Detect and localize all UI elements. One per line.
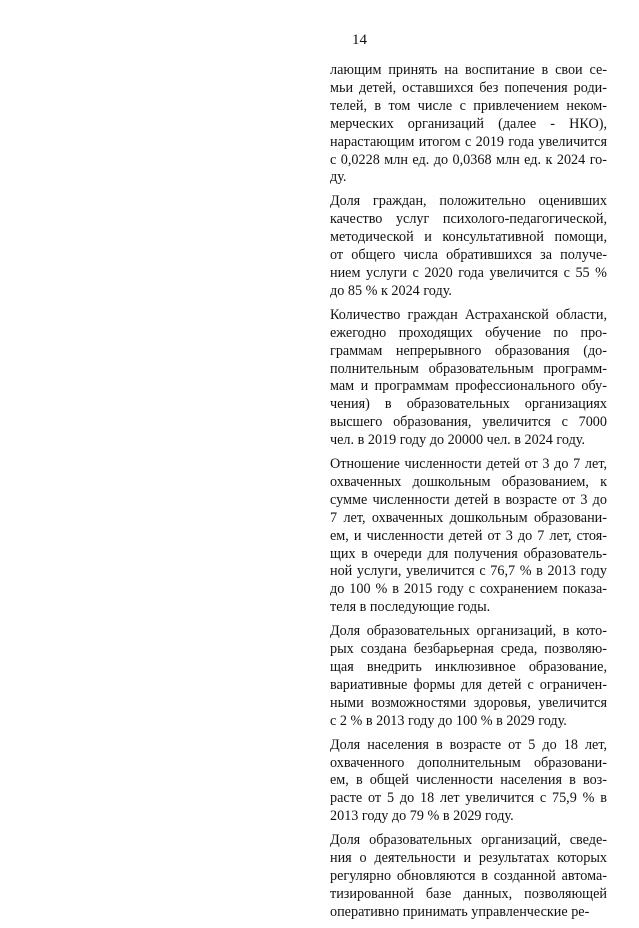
text-line: охваченных дошкольным образованием, к bbox=[330, 473, 607, 490]
text-line: ной услуги, увеличится с 76,7 % в 2013 году bbox=[330, 563, 607, 580]
text-line: ду. bbox=[330, 169, 347, 186]
text-line: щая внедрить инклюзивное образование, bbox=[330, 659, 607, 675]
text-line: теля в последующие годы. bbox=[330, 599, 491, 616]
text-line: ем, в общей численности населения в воз- bbox=[330, 772, 607, 789]
text-line: Доля населения в возрасте от 5 до 18 лет, bbox=[330, 736, 607, 753]
text-line: расте от 5 до 18 лет увеличится с 75,9 % в bbox=[330, 790, 607, 807]
text-line: чел. в 2019 году до 20000 чел. в 2024 году. bbox=[330, 432, 586, 449]
paragraph bbox=[330, 832, 607, 922]
paragraph bbox=[330, 193, 607, 300]
text-line: Количество граждан Астраханской области, bbox=[330, 306, 607, 323]
paragraph bbox=[330, 623, 607, 730]
text-line: нием услуги с 2020 года увеличится с 55 % bbox=[330, 264, 607, 281]
text-line: с 2 % в 2013 году до 100 % в 2029 году. bbox=[330, 712, 567, 729]
text-line: ежегодно проходящих обучение по про- bbox=[330, 324, 607, 341]
page-number: 14 bbox=[352, 32, 367, 48]
text-line: нарастающим итогом с 2019 года увеличится bbox=[330, 133, 607, 150]
paragraph bbox=[330, 62, 607, 187]
text-line: полнительным образовательным программ- bbox=[330, 360, 607, 377]
text-line: мьи детей, оставшихся без попечения роди- bbox=[330, 79, 607, 96]
text-line: Отношение численности детей от 3 до 7 лет, bbox=[330, 456, 607, 473]
text-line: ем, и численности детей от 3 до 7 лет, стоя- bbox=[330, 527, 607, 544]
text-line: Доля граждан, положительно оценивших bbox=[330, 193, 607, 210]
text-line: вариативные формы для детей с ограничен- bbox=[330, 676, 607, 693]
text-line: 7 лет, охваченных дошкольным образовани- bbox=[330, 509, 607, 526]
text-line: сумме численности детей в возрасте от 3 до bbox=[330, 491, 607, 508]
text-line: Доля образовательных организаций, в кото- bbox=[330, 623, 607, 640]
text-line: Доля образовательных организаций, сведе- bbox=[330, 832, 607, 849]
text-line: мерческих организаций (далее - НКО), bbox=[330, 115, 607, 132]
text-line: мам и программам профессионального обу- bbox=[330, 378, 607, 395]
text-line: ния о деятельности и результатах которых bbox=[330, 850, 607, 867]
text-line: лающим принять на воспитание в свои се- bbox=[330, 62, 607, 78]
text-column bbox=[330, 62, 607, 928]
text-line: 2013 году до 79 % в 2029 году. bbox=[330, 808, 514, 825]
paragraph bbox=[330, 456, 607, 617]
text-line: с 0,0228 млн ед. до 0,0368 млн ед. к 2024 го- bbox=[330, 151, 607, 168]
text-line: щих в очереди для получения образователь- bbox=[330, 545, 607, 562]
text-line: оперативно принимать управленческие ре- bbox=[330, 903, 590, 920]
text-line: охваченного дополнительным образовани- bbox=[330, 754, 607, 771]
paragraph bbox=[330, 737, 607, 827]
text-line: от общего числа обратившихся за получе- bbox=[330, 247, 607, 264]
text-line: качество услуг психолого-педагогической, bbox=[330, 211, 607, 228]
text-line: регулярно обновляются в созданной автома- bbox=[330, 867, 607, 884]
text-line: телей, в том числе с привлечением неком- bbox=[330, 97, 607, 114]
paragraph bbox=[330, 307, 607, 450]
text-line: высшего образования, увеличится с 7000 bbox=[330, 414, 607, 431]
text-line: рых создана безбарьерная среда, позволяю- bbox=[330, 641, 607, 658]
text-line: до 100 % в 2015 году с сохранением показа- bbox=[330, 581, 607, 598]
text-line: тизированной базе данных, позволяющей bbox=[330, 885, 607, 902]
text-line: граммам непрерывного образования (до- bbox=[330, 342, 607, 359]
text-line: чения) в образовательных организациях bbox=[330, 396, 607, 413]
text-line: ными возможностями здоровья, увеличится bbox=[330, 694, 607, 711]
text-line: методической и консультативной помощи, bbox=[330, 229, 607, 246]
text-line: до 85 % к 2024 году. bbox=[330, 282, 452, 299]
